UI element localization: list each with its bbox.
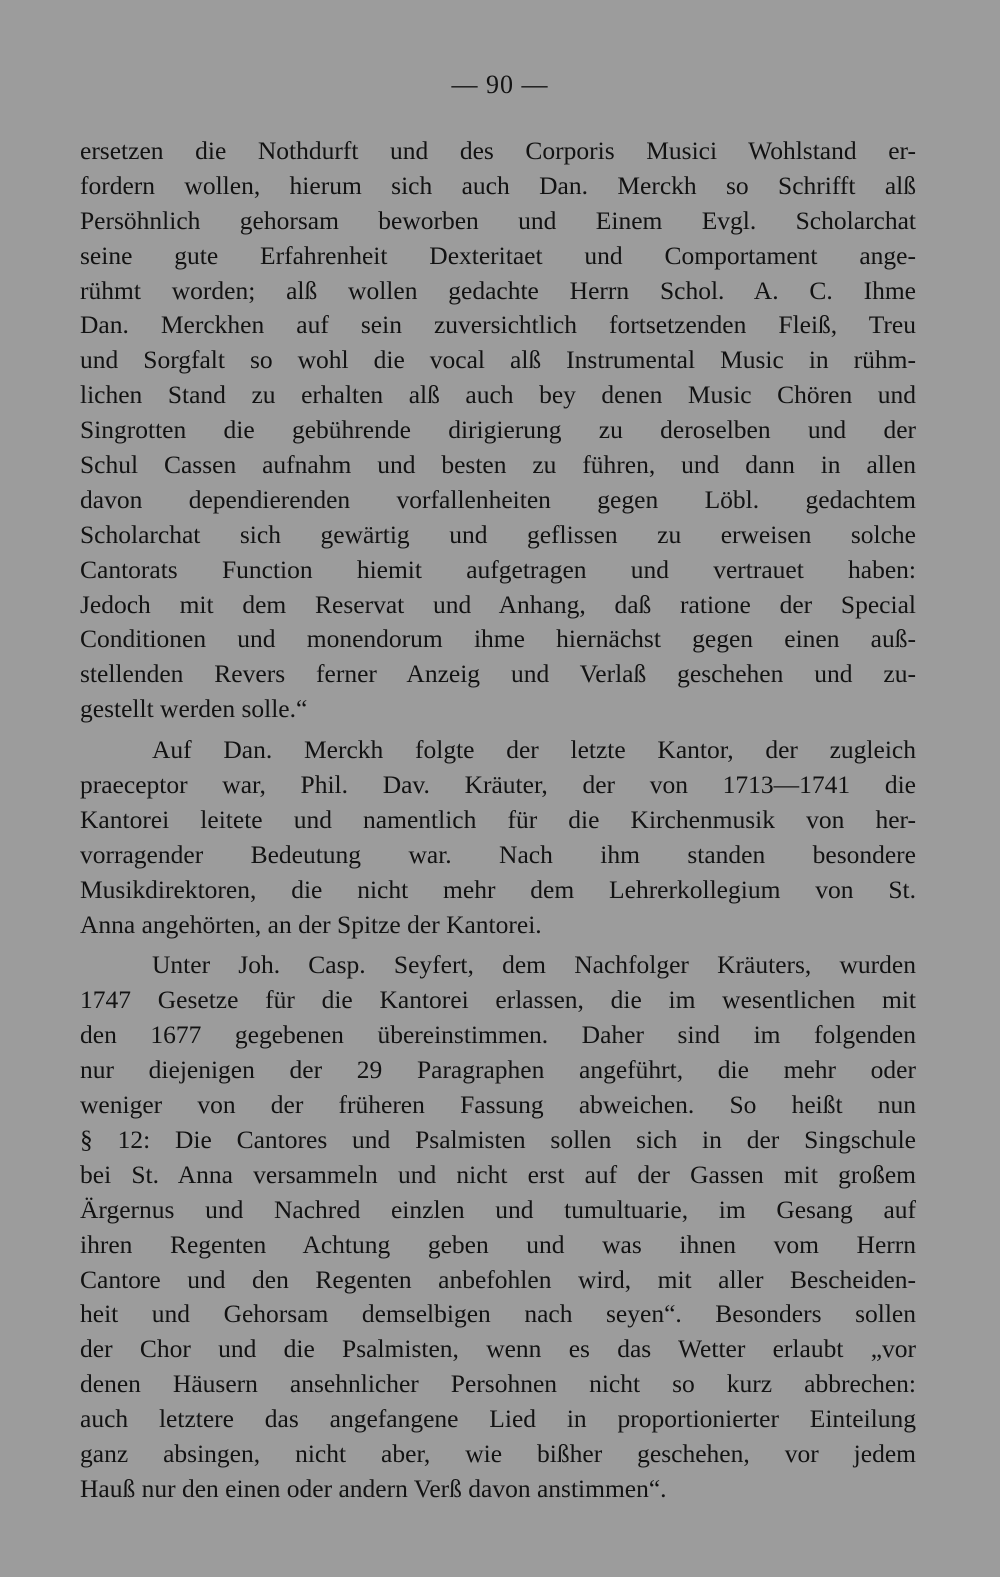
- text-line: Schul Cassen aufnahm und besten zu führen, und dann in allen: [80, 450, 916, 480]
- text-line: weniger von der früheren Fassung abweichen. So heißt nun: [80, 1090, 916, 1120]
- paragraph: [80, 134, 916, 727]
- text-line: Dan. Merckhen auf sein zuversichtlich fortsetzenden Fleiß, Treu: [80, 310, 916, 340]
- text-line: auch letztere das angefangene Lied in proportionierter Einteilung: [80, 1404, 916, 1434]
- text-line: stellenden Revers ferner Anzeig und Verlaß geschehen und zu-: [80, 659, 916, 689]
- text-line: Persöhnlich gehorsam beworben und Einem Evgl. Scholarchat: [80, 205, 916, 235]
- text-line: Unter Joh. Casp. Seyfert, dem Nachfolger Kräuters, wurden: [152, 950, 916, 980]
- text-line: lichen Stand zu erhalten alß auch bey denen Music Chören und: [80, 380, 916, 410]
- text-line: nur diejenigen der 29 Paragraphen angeführt, die mehr oder: [80, 1055, 916, 1085]
- text-line: Hauß nur den einen oder andern Verß davon anstimmen“.: [80, 1473, 667, 1503]
- text-line: Scholarchat sich gewärtig und geflissen zu erweisen solche: [80, 519, 916, 549]
- text-line: den 1677 gegebenen übereinstimmen. Daher sind im folgenden: [80, 1020, 916, 1050]
- text-line: ihren Regenten Achtung geben und was ihnen vom Herrn: [80, 1229, 916, 1259]
- text-line: und Sorgfalt so wohl die vocal alß Instrumental Music in rühm-: [80, 345, 916, 375]
- text-line: Kantorei leitete und namentlich für die Kirchenmusik von her-: [80, 804, 916, 834]
- text-line: heit und Gehorsam demselbigen nach seyen“. Besonders sollen: [80, 1299, 916, 1329]
- paragraph: [80, 948, 916, 1506]
- text-line: Auf Dan. Merckh folgte der letzte Kantor, der zugleich: [152, 735, 916, 765]
- text-line: seine gute Erfahrenheit Dexteritaet und Comportament ange-: [80, 240, 916, 270]
- text-line: ersetzen die Nothdurft und des Corporis Musici Wohlstand er-: [80, 136, 916, 165]
- text-line: gestellt werden solle.“: [80, 694, 308, 724]
- text-line: fordern wollen, hierum sich auch Dan. Merckh so Schrifft alß: [80, 170, 916, 200]
- text-line: Anna angehörten, an der Spitze der Kantorei.: [80, 909, 542, 939]
- text-line: ganz absingen, nicht aber, wie bißher geschehen, vor jedem: [80, 1438, 916, 1468]
- text-line: Jedoch mit dem Reservat und Anhang, daß ratione der Special: [80, 589, 916, 619]
- text-line: Cantorats Function hiemit aufgetragen und vertrauet haben:: [80, 554, 916, 584]
- page-number: — 90 —: [451, 70, 549, 99]
- text-line: vorragender Bedeutung war. Nach ihm standen besondere: [80, 839, 916, 869]
- text-line: Cantore und den Regenten anbefohlen wird, mit aller Bescheiden-: [80, 1264, 916, 1294]
- text-line: denen Häusern ansehnlicher Persohnen nicht so kurz abbrechen:: [80, 1369, 916, 1399]
- text-line: praeceptor war, Phil. Dav. Kräuter, der von 1713—1741 die: [80, 770, 916, 800]
- text-line: Conditionen und monendorum ihme hiernächst gegen einen auß-: [80, 624, 916, 654]
- text-line: Ärgernus und Nachred einzlen und tumultuarie, im Gesang auf: [80, 1194, 916, 1224]
- text-line: bei St. Anna versammeln und nicht erst auf der Gassen mit großem: [80, 1159, 916, 1189]
- body-text: [80, 134, 916, 1507]
- text-line: § 12: Die Cantores und Psalmisten sollen sich in der Singschule: [80, 1124, 916, 1154]
- text-line: 1747 Gesetze für die Kantorei erlassen, die im wesentlichen mit: [80, 985, 916, 1015]
- text-line: Singrotten die gebührende dirigierung zu deroselben und der: [80, 415, 916, 445]
- paragraph: [80, 733, 916, 942]
- text-line: rühmt worden; alß wollen gedachte Herrn Schol. A. C. Ihme: [80, 275, 916, 305]
- text-line: Musikdirektoren, die nicht mehr dem Lehrerkollegium von St.: [80, 874, 916, 904]
- text-line: der Chor und die Psalmisten, wenn es das Wetter erlaubt „vor: [80, 1334, 916, 1364]
- text-line: davon dependierenden vorfallenheiten gegen Löbl. gedachtem: [80, 484, 916, 514]
